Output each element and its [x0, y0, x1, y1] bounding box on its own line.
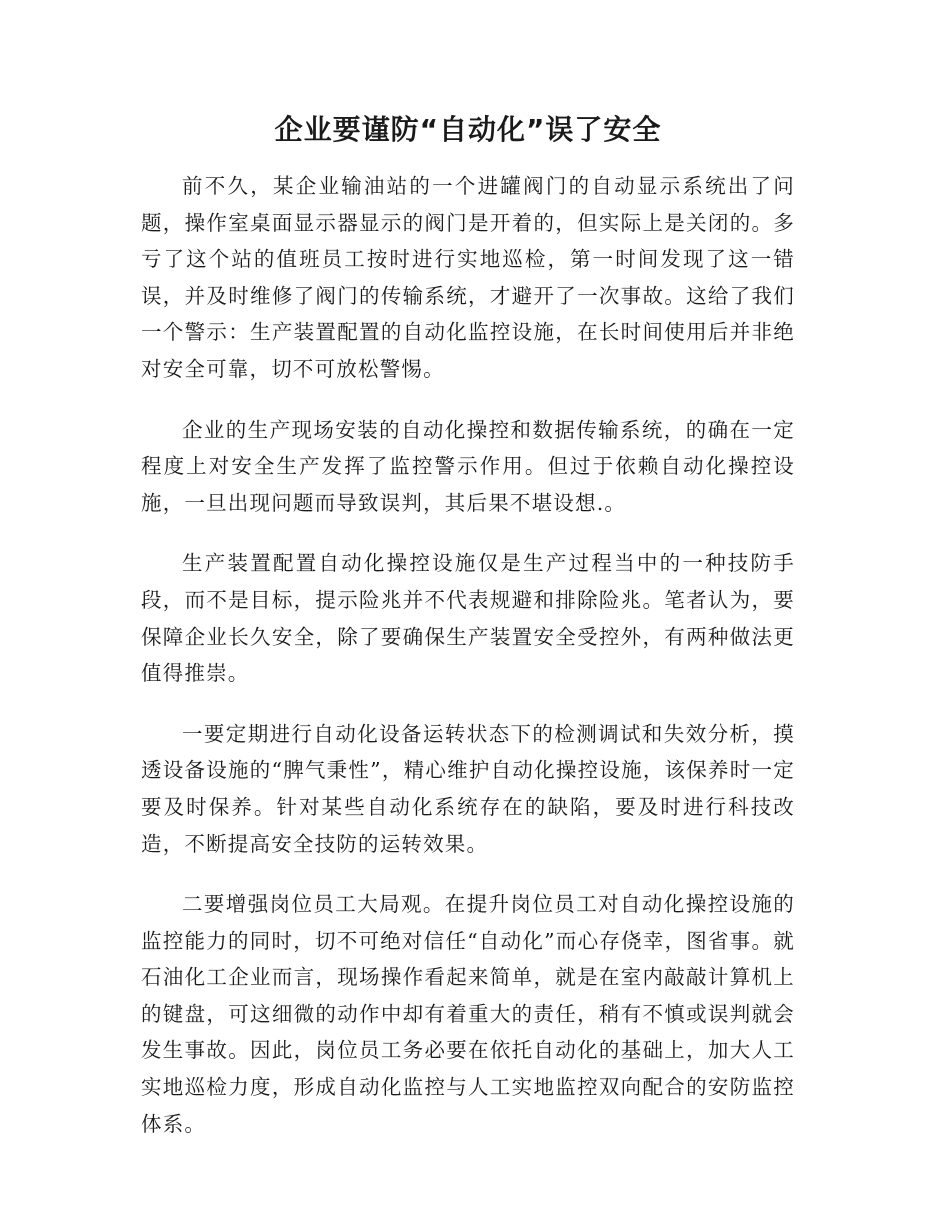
paragraph-2: 企业的生产现场安装的自动化操控和数据传输系统，的确在一定程度上对安全生产发挥了监控警示作用。但过于依赖自动化操控设施，一旦出现问题而导致误判，其后果不堪设想.。: [141, 417, 795, 515]
paragraph-1: 前不久，某企业输油站的一个进罐阀门的自动显示系统出了问题，操作室桌面显示器显示的阀门是开着的，但实际上是关闭的。多亏了这个站的值班员工按时进行实地巡检，第一时间发现了这一错误，并及时维修了阀门的传输系统，才避开了一次事故。这给了我们一个警示：生产装置配置的自动化监控设施，在长时间使用后并非绝对安全可靠，切不可放松警惕。: [141, 174, 795, 381]
paragraph-3: 生产装置配置自动化操控设施仅是生产过程当中的一种技防手段，而不是目标，提示险兆并不代表规避和排除险兆。笔者认为，要保障企业长久安全，除了要确保生产装置安全受控外，有两种做法更值得推崇。: [141, 551, 795, 686]
document-title: 企业要谨防“自动化”误了安全: [274, 113, 662, 146]
paragraph-4: 一要定期进行自动化设备运转状态下的检测调试和失效分析，摸透设备设施的“脾气秉性”，精心维护自动化操控设施，该保养时一定要及时保养。针对某些自动化系统存在的缺陷，要及时进行科技改造，不断提高安全技防的运转效果。: [141, 721, 795, 856]
paragraph-5: 二要增强岗位员工大局观。在提升岗位员工对自动化操控设施的监控能力的同时，切不可绝对信任“自动化”而心存侥幸，图省事。就石油化工企业而言，现场操作看起来简单，就是在室内敲敲计算机上的键盘，可这细微的动作中却有着重大的责任，稍有不慎或误判就会发生事故。因此，岗位员工务必要在依托自动化的基础上，加大人工实地巡检力度，形成自动化监控与人工实地监控双向配合的安防监控体系。: [141, 892, 795, 1136]
